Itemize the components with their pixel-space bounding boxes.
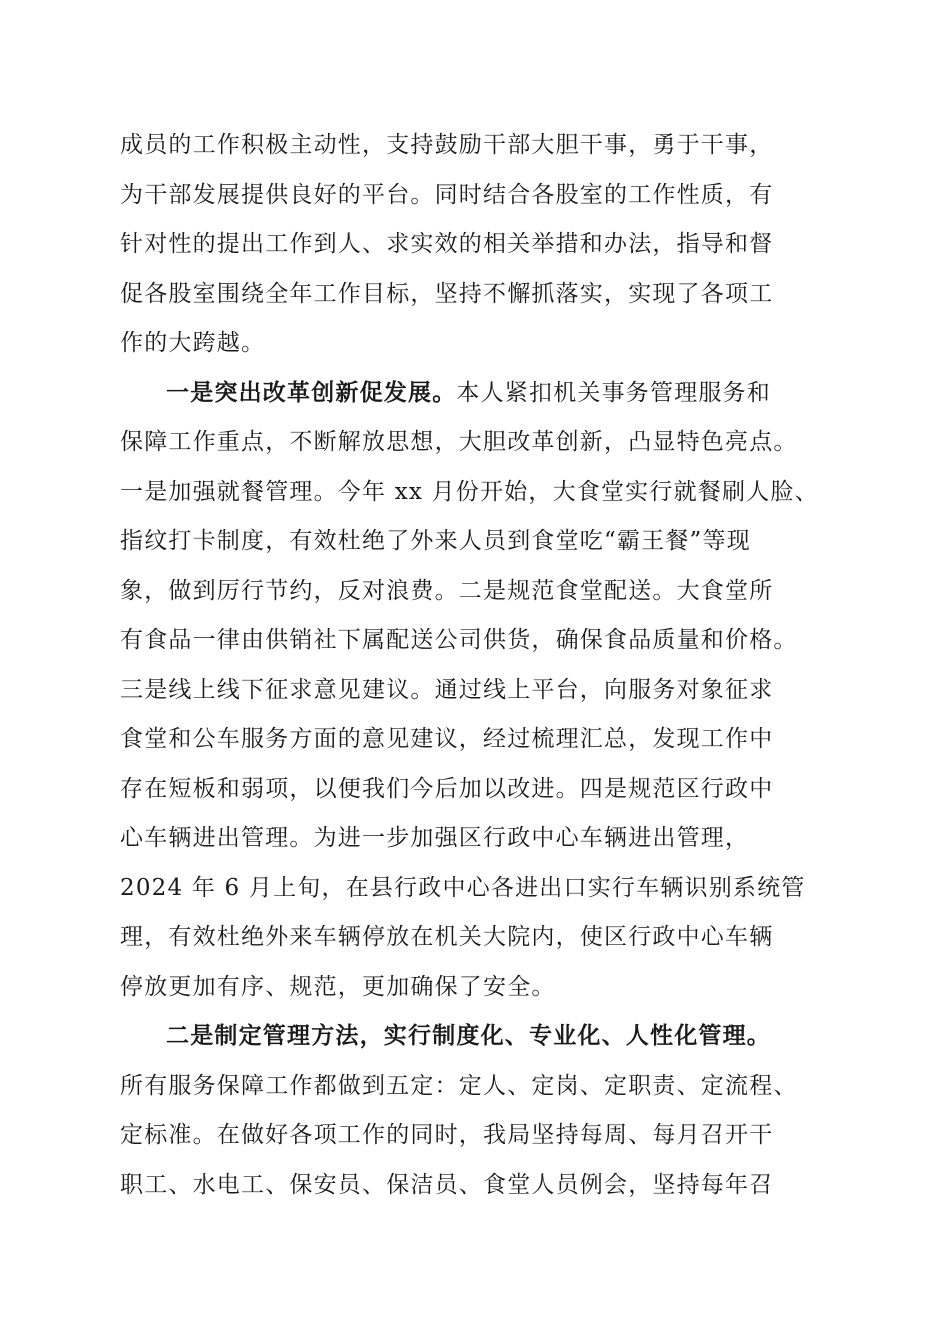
paragraph-3-lead: 二是制定管理方法，实行制度化、专业化、人性化管理。 bbox=[166, 1022, 771, 1049]
paragraph-2-line-4: 指纹打卡制度，有效杜绝了外来人员到食堂吃“霸王餐”等现 bbox=[120, 528, 751, 554]
paragraph-2-line-11: 2024 年 6 月上旬，在县行政中心各进出口实行车辆识别系统管 bbox=[120, 875, 806, 901]
paragraph-1-line-4: 促各股室围绕全年工作目标，坚持不懈抓落实，实现了各项工 bbox=[120, 281, 774, 307]
paragraph-2-line-9: 存在短板和弱项，以便我们今后加以改进。四是规范区行政中 bbox=[120, 776, 774, 802]
paragraph-2-lead: 一是突出改革创新促发展。 bbox=[166, 379, 457, 406]
paragraph-3-line-4: 职工、水电工、保安员、保洁员、食堂人员例会，坚持每年召 bbox=[120, 1172, 774, 1198]
paragraph-2-line-5: 象，做到厉行节约，反对浪费。二是规范食堂配送。大食堂所 bbox=[120, 578, 774, 604]
paragraph-2-line-6: 有食品一律由供销社下属配送公司供货，确保食品质量和价格。 bbox=[120, 627, 798, 653]
paragraph-3-line-3: 定标准。在做好各项工作的同时，我局坚持每周、每月召开干 bbox=[120, 1122, 774, 1148]
paragraph-2-first-rest: 本人紧扣机关事务管理服务和 bbox=[456, 380, 772, 406]
paragraph-2-first-line bbox=[166, 378, 771, 408]
paragraph-1-line-5: 作的大跨越。 bbox=[120, 330, 266, 356]
paragraph-2-line-12: 理，有效杜绝外来车辆停放在机关大院内，使区行政中心车辆 bbox=[120, 924, 774, 950]
paragraph-2-line-3: 一是加强就餐管理。今年 xx 月份开始，大食堂实行就餐刷人脸、 bbox=[120, 479, 819, 505]
paragraph-2-line-7: 三是线上线下征求意见建议。通过线上平台，向服务对象征求 bbox=[120, 677, 774, 703]
paragraph-2-line-2: 保障工作重点，不断解放思想，大胆改革创新，凸显特色亮点。 bbox=[120, 429, 798, 455]
paragraph-2-line-8: 食堂和公车服务方面的意见建议，经过梳理汇总，发现工作中 bbox=[120, 726, 774, 752]
paragraph-3-line-2: 所有服务保障工作都做到五定：定人、定岗、定职责、定流程、 bbox=[120, 1073, 798, 1099]
paragraph-2-line-13: 停放更加有序、规范，更加确保了安全。 bbox=[120, 974, 556, 1000]
paragraph-1-line-1: 成员的工作积极主动性，支持鼓励干部大胆干事，勇于干事， bbox=[120, 132, 774, 158]
paragraph-3-first-line bbox=[166, 1021, 771, 1051]
paragraph-1-line-3: 针对性的提出工作到人、求实效的相关举措和办法，指导和督 bbox=[120, 231, 774, 257]
paragraph-2-line-10: 心车辆进出管理。为进一步加强区行政中心车辆进出管理， bbox=[120, 825, 750, 851]
paragraph-1-line-2: 为干部发展提供良好的平台。同时结合各股室的工作性质，有 bbox=[120, 182, 774, 208]
